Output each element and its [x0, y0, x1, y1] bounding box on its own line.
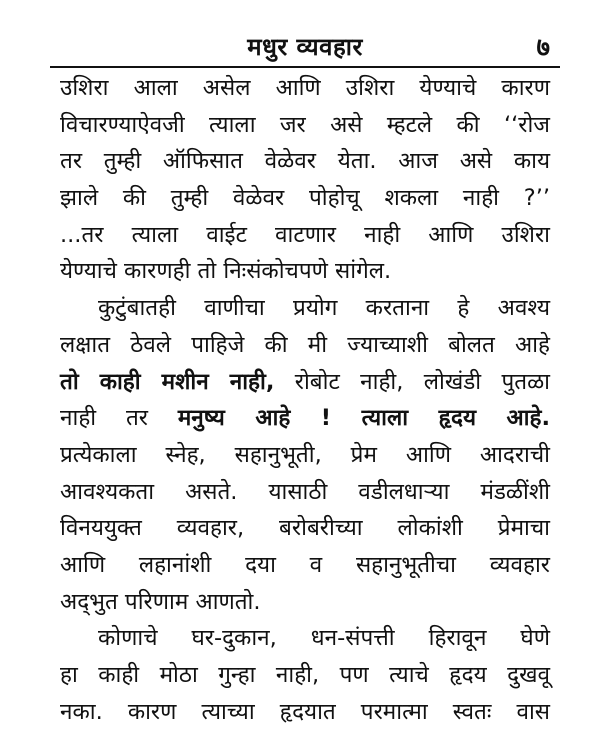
- text-line: ...तर त्याला वाईट वाटणार नाही आणि उशिरा: [60, 221, 550, 248]
- text-line: झाले की तुम्ही वेळेवर पोहोचू शकला नाही ?’’: [60, 185, 550, 212]
- paragraph-1: [60, 70, 550, 290]
- page-number: ७: [536, 33, 550, 63]
- text-line: आणि लहानांशी दया व सहानुभूतीचा व्यवहार: [60, 551, 550, 578]
- bold-phrase: तो काही मशीन नाही,: [60, 368, 275, 395]
- text-line: लक्षात ठेवले पाहिजे की मी ज्याच्याशी बोलत आहे: [60, 331, 550, 358]
- running-title: मधुर व्यवहार: [247, 33, 363, 61]
- text-line: तर तुम्ही ऑफिसात वेळेवर येता. आज असे काय: [60, 148, 550, 175]
- text-line: आवश्यकता असते. यासाठी वडीलधाऱ्या मंडळींशी: [60, 478, 550, 505]
- body-text: [60, 70, 550, 730]
- text-line: [60, 364, 550, 401]
- text-line: अद्‌भुत परिणाम आणतो.: [60, 588, 261, 615]
- text-line: कुटुंबातही वाणीचा प्रयोग करताना हे अवश्य: [98, 295, 550, 322]
- text-run: रोबोट नाही, लोखंडी पुतळा: [274, 368, 550, 395]
- page-header: [50, 24, 560, 64]
- text-line: येण्याचे कारणही तो निःसंकोचपणे सांगेल.: [60, 258, 392, 285]
- text-run: नाही तर: [60, 405, 178, 432]
- text-line: नका. कारण त्याच्या हृदयात परमात्मा स्वतः वास: [60, 698, 550, 725]
- header-rule: [50, 66, 560, 68]
- text-line: विनययुक्त व्यवहार, बरोबरीच्या लोकांशी प्रेमाचा: [60, 515, 550, 542]
- paragraph-3: [60, 620, 550, 730]
- text-line: कोणाचे घर-दुकान, धन-संपत्ती हिरावून घेणे: [98, 625, 550, 652]
- paragraph-2: [60, 290, 550, 620]
- text-line: विचारण्याऐवजी त्याला जर असे म्हटले की ‘‘रोज: [60, 111, 550, 138]
- text-line: हा काही मोठा गुन्हा नाही, पण त्याचे हृदय दुखवू: [60, 662, 550, 688]
- text-line: प्रत्येकाला स्नेह, सहानुभूती, प्रेम आणि आदराची: [60, 441, 550, 468]
- text-line: उशिरा आला असेल आणि उशिरा येण्याचे कारण: [60, 75, 550, 101]
- text-line: [60, 400, 550, 437]
- bold-phrase: मनुष्य आहे ! त्याला हृदय आहे.: [177, 405, 551, 432]
